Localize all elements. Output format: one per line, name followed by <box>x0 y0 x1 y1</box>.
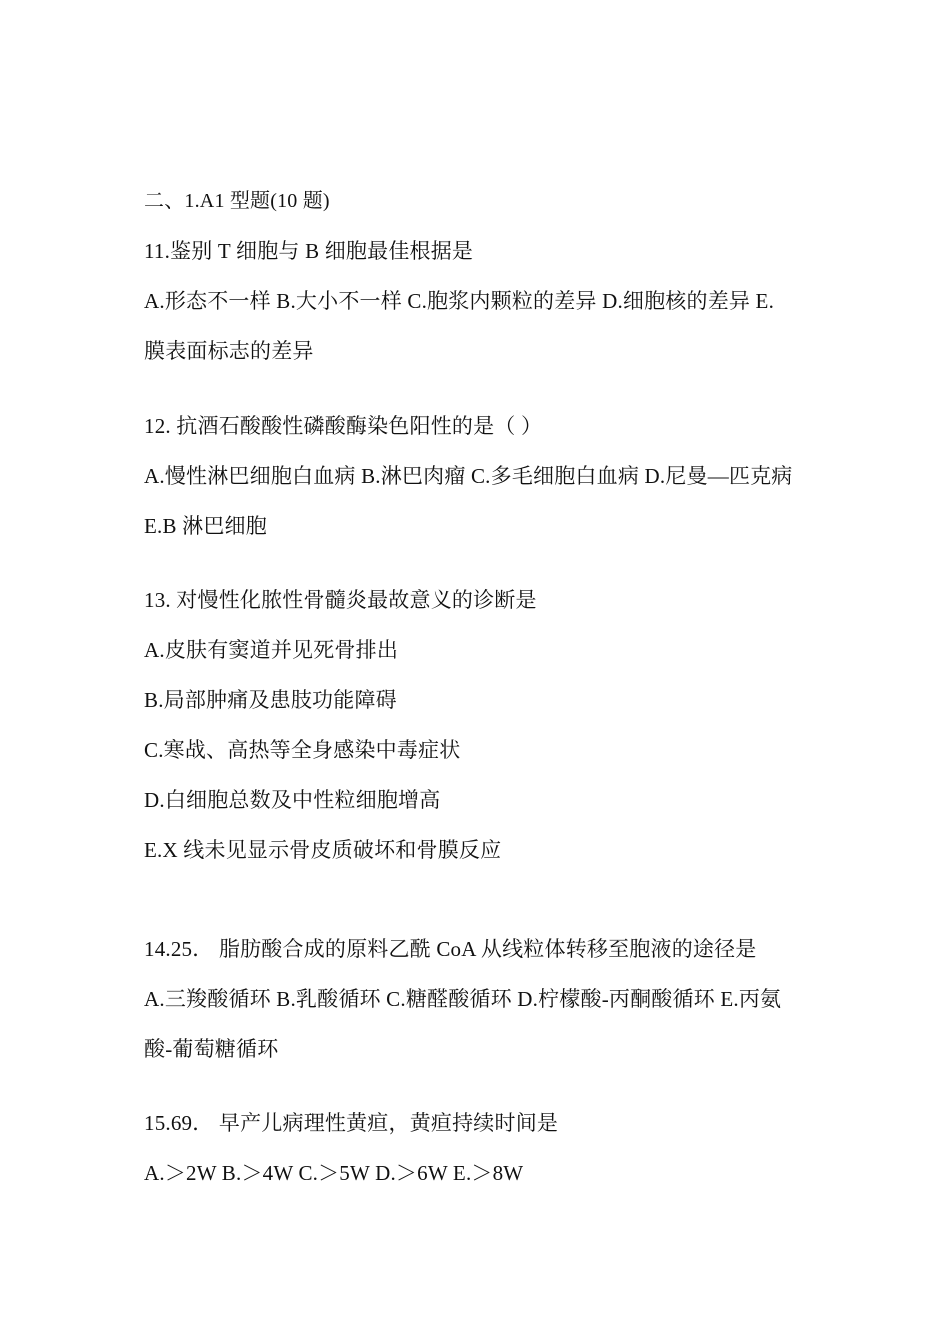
question-13-option-a: A.皮肤有窦道并见死骨排出 <box>144 638 399 662</box>
question-13-stem: 13. 对慢性化脓性骨髓炎最故意义的诊断是 <box>144 588 537 612</box>
question-13-option-d: D.白细胞总数及中性粒细胞增高 <box>144 788 441 812</box>
question-13-option-e: E.X 线未见显示骨皮质破坏和骨膜反应 <box>144 838 502 862</box>
question-12-stem: 12. 抗酒石酸酸性磷酸酶染色阳性的是（ ） <box>144 414 543 438</box>
question-14-options-line-1: A.三羧酸循环 B.乳酸循环 C.糖醛酸循环 D.柠檬酸-丙酮酸循环 E.丙氨 <box>144 987 782 1011</box>
question-13-option-c: C.寒战、高热等全身感染中毒症状 <box>144 738 461 762</box>
question-14-options-line-2: 酸-葡萄糖循环 <box>144 1037 279 1061</box>
section-heading: 二、1.A1 型题(10 题) <box>144 190 330 212</box>
question-15-options: A.＞2W B.＞4W C.＞5W D.＞6W E.＞8W <box>144 1161 524 1185</box>
question-11-options-line-2: 膜表面标志的差异 <box>144 339 314 363</box>
question-14-stem: 14.25． 脂肪酸合成的原料乙酰 CoA 从线粒体转移至胞液的途径是 <box>144 937 757 961</box>
question-15-stem: 15.69． 早产儿病理性黄疸，黄疸持续时间是 <box>144 1111 559 1135</box>
question-12-options-line-1: A.慢性淋巴细胞白血病 B.淋巴肉瘤 C.多毛细胞白血病 D.尼曼—匹克病 <box>144 464 793 488</box>
question-11-options-line-1: A.形态不一样 B.大小不一样 C.胞浆内颗粒的差异 D.细胞核的差异 E. <box>144 289 775 313</box>
question-13-option-b: B.局部肿痛及患肢功能障碍 <box>144 688 397 712</box>
question-12-options-line-2: E.B 淋巴细胞 <box>144 514 267 538</box>
question-11-stem: 11.鉴别 T 细胞与 B 细胞最佳根据是 <box>144 239 474 263</box>
